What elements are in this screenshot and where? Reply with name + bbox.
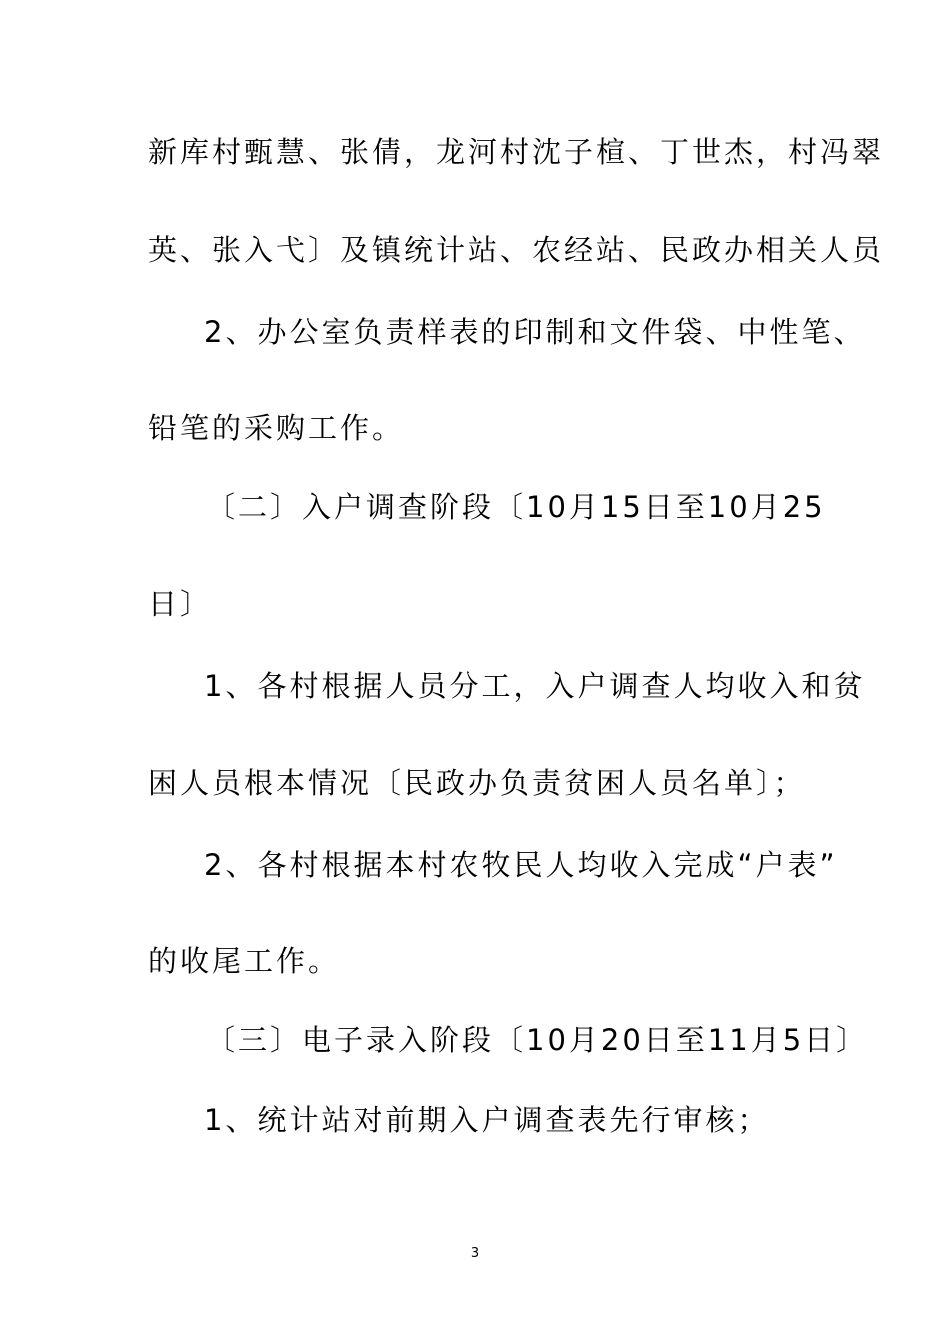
text-line-1: 新库村甄慧、张倩，龙河村沈子楦、丁世杰，村冯翠 (148, 135, 885, 169)
text-line-10: 的收尾工作。 (148, 944, 341, 978)
section-heading-3: 〔三〕电子录入阶段〔10月20日至11月5日〕 (206, 1023, 869, 1057)
text-line-8: 困人员根本情况〔民政办负责贫困人员名单〕； (148, 766, 806, 800)
text-line-7: 1、各村根据人员分工，入户调查人均收入和贫 (204, 669, 866, 703)
text-line-12: 1、统计站对前期入户调查表先行审核； (204, 1103, 770, 1137)
text-line-3: 2、办公室负责样表的印制和文件袋、中性笔、 (204, 315, 866, 349)
text-line-2: 英、张入弋〕及镇统计站、农经站、民政办相关人员 (148, 233, 885, 267)
text-line-6: 日〕 (148, 587, 213, 621)
text-line-4: 铅笔的采购工作。 (148, 411, 405, 445)
section-heading-2: 〔二〕入户调查阶段〔10月15日至10月25 (206, 490, 826, 524)
text-line-9: 2、各村根据本村农牧民人均收入完成“户表” (204, 848, 838, 882)
page-number: 3 (470, 1246, 480, 1261)
